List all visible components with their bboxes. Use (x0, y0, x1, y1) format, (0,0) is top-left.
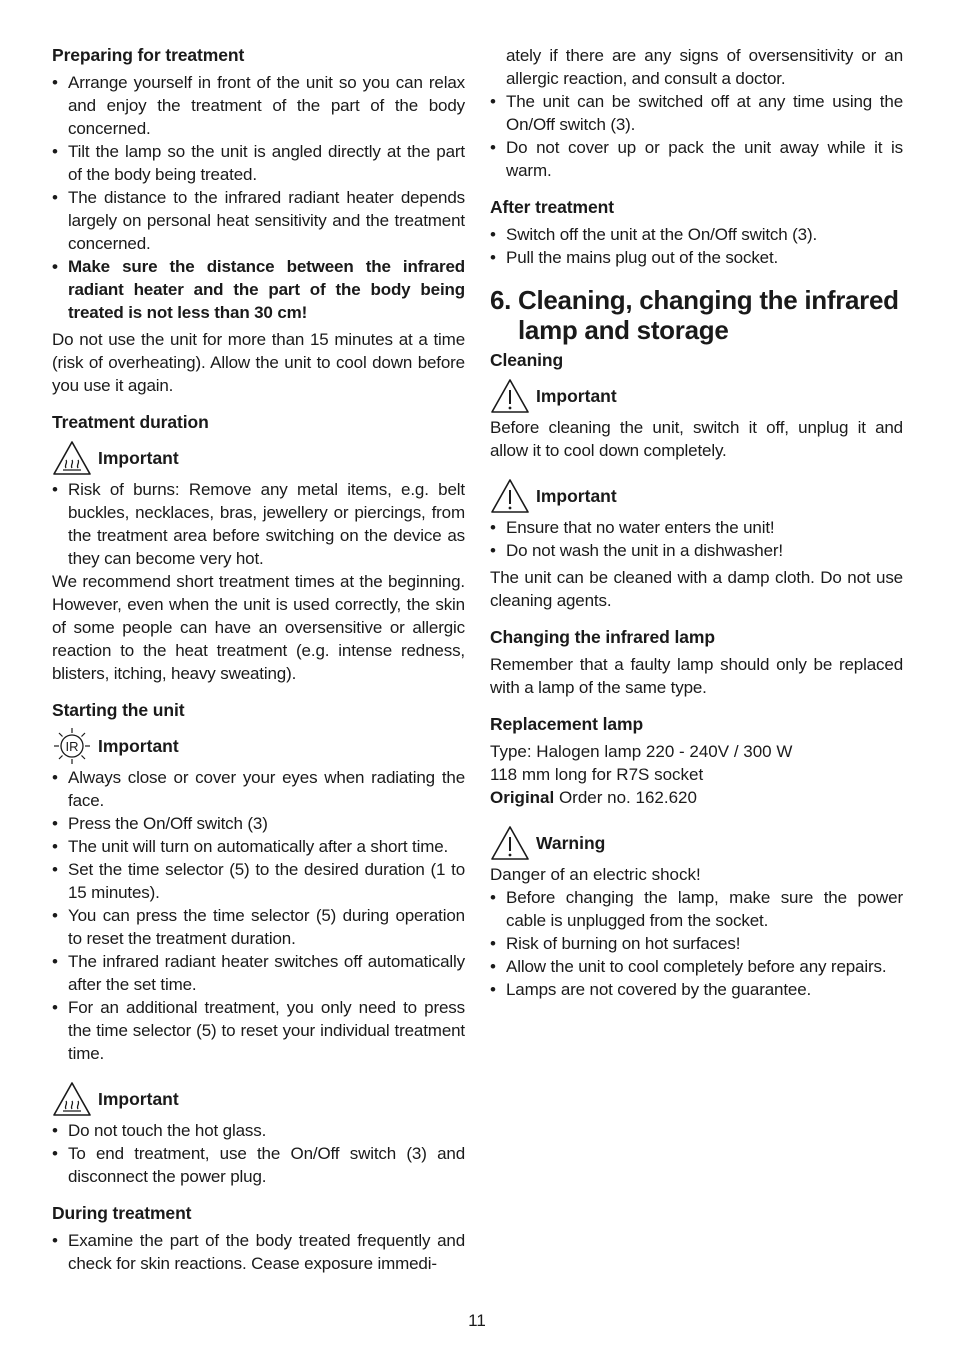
during-list-continued (490, 90, 903, 182)
changing-text: Remember that a faulty lamp should only be replaced with a lamp of the same type. (490, 655, 903, 697)
warning-text: Danger of an electric shock! (490, 865, 701, 884)
list-item: • The infrared radiant heater switches off automatically after the set time. (52, 950, 465, 996)
important-notice (52, 728, 465, 764)
after-list (490, 223, 903, 269)
hot-surface-warning-icon (52, 1081, 92, 1117)
after-heading: After treatment (490, 197, 614, 217)
list-item: • The distance to the infrared radiant heater depends largely on personal heat sensitivity and the treatment concerned. (52, 186, 465, 255)
notice-label: Warning (536, 832, 606, 853)
warning-triangle-icon (490, 478, 530, 514)
ir-radiation-icon (52, 727, 92, 765)
list-item: • Press the On/Off switch (3) (52, 812, 465, 835)
notice-label: Important (536, 485, 617, 506)
list-item: • Ensure that no water enters the unit! (490, 516, 903, 539)
list-item-bold: • Make sure the distance between the infrared radiant heater and the part of the body being treated is not less than 30 cm! (52, 255, 465, 324)
continuation-text: ately if there are any signs of oversensitivity or an allergic reaction, and consult a doctor. (506, 46, 903, 88)
hot-surface-warning-icon (52, 440, 92, 476)
preparing-list (52, 71, 465, 324)
list-item: • For an additional treatment, you only need to press the time selector (5) to reset your individual treatment time. (52, 996, 465, 1065)
cleaning-text: Before cleaning the unit, switch it off, unplug it and allow it to cool down completely. (490, 418, 903, 460)
warning-triangle-icon (490, 378, 530, 414)
list-item: • Do not wash the unit in a dishwasher! (490, 539, 903, 562)
replacement-line2: 118 mm long for R7S socket (490, 765, 704, 784)
order-number: Order no. 162.620 (554, 788, 697, 807)
section-title-line1: Cleaning, changing the infrared (518, 285, 899, 315)
warning-list (490, 886, 903, 1001)
important-notice (52, 1081, 465, 1117)
hot-glass-list (52, 1119, 465, 1188)
list-item: • The unit can be switched off at any time using the On/Off switch (3). (490, 90, 903, 136)
list-item: • Arrange yourself in front of the unit so you can relax and enjoy the treatment of the part of the body concerned. (52, 71, 465, 140)
warning-triangle-icon (490, 825, 530, 861)
changing-heading: Changing the infrared lamp (490, 627, 715, 647)
warning-notice (490, 825, 903, 861)
section-title-line2: lamp and storage (518, 315, 729, 345)
preparing-heading: Preparing for treatment (52, 45, 245, 65)
list-item: • Lamps are not covered by the guarantee. (490, 978, 903, 1001)
cleaning-heading: Cleaning (490, 350, 564, 370)
duration-heading: Treatment duration (52, 412, 209, 432)
section-heading (490, 285, 903, 345)
during-list (52, 1229, 465, 1275)
list-item: • Pull the mains plug out of the socket. (490, 246, 903, 269)
starting-list (52, 766, 465, 1065)
duration-text: We recommend short treatment times at the beginning. However, even when the unit is used correctly, the skin of some people can have an oversensitive or allergic reaction to the heat treatment (e.g. intense redness, blisters, itching, heavy sweating). (52, 572, 465, 683)
list-item: • Switch off the unit at the On/Off switch (3). (490, 223, 903, 246)
important-notice (490, 478, 903, 514)
duration-list (52, 478, 465, 570)
notice-label: Important (536, 385, 617, 406)
cleaning-text-2: The unit can be cleaned with a damp cloth. Do not use cleaning agents. (490, 568, 903, 610)
list-item: • Always close or cover your eyes when radiating the face. (52, 766, 465, 812)
original-label: Original (490, 788, 555, 807)
list-item: • Risk of burns: Remove any metal items, e.g. belt buckles, necklaces, bras, jewellery or piercings, from the treatment area before switching on the device as they can become very hot. (52, 478, 465, 570)
list-item: • Set the time selector (5) to the desired duration (1 to 15 minutes). (52, 858, 465, 904)
list-item: • Risk of burning on hot surfaces! (490, 932, 903, 955)
list-item: • Allow the unit to cool completely before any repairs. (490, 955, 903, 978)
replacement-heading: Replacement lamp (490, 714, 644, 734)
notice-label: Important (98, 1088, 179, 1109)
section-number: 6. (490, 285, 512, 315)
list-item: • Tilt the lamp so the unit is angled directly at the part of the body being treated. (52, 140, 465, 186)
list-item: • Do not cover up or pack the unit away while it is warm. (490, 136, 903, 182)
right-column (490, 44, 903, 1001)
left-column (52, 44, 465, 1275)
important-notice (52, 440, 465, 476)
list-item: • To end treatment, use the On/Off switch (3) and disconnect the power plug. (52, 1142, 465, 1188)
cleaning-list (490, 516, 903, 562)
replacement-line1: Type: Halogen lamp 220 - 240V / 300 W (490, 742, 793, 761)
preparing-note: Do not use the unit for more than 15 minutes at a time (risk of overheating). Allow the unit to cool down before you use it again. (52, 330, 465, 395)
starting-heading: Starting the unit (52, 700, 185, 720)
notice-label: Important (98, 447, 179, 468)
list-item: • The unit will turn on automatically after a short time. (52, 835, 465, 858)
list-item: • Do not touch the hot glass. (52, 1119, 465, 1142)
replacement-line3 (490, 786, 903, 809)
important-notice (490, 378, 903, 414)
page-number: 11 (468, 1311, 486, 1330)
during-heading: During treatment (52, 1203, 192, 1223)
list-item: • You can press the time selector (5) during operation to reset the treatment duration. (52, 904, 465, 950)
list-item: • Before changing the lamp, make sure the power cable is unplugged from the socket. (490, 886, 903, 932)
notice-label: Important (98, 735, 179, 756)
ir-icon-text: IR (65, 739, 79, 754)
list-item: • Examine the part of the body treated frequently and check for skin reactions. Cease exposure immedi- (52, 1229, 465, 1275)
